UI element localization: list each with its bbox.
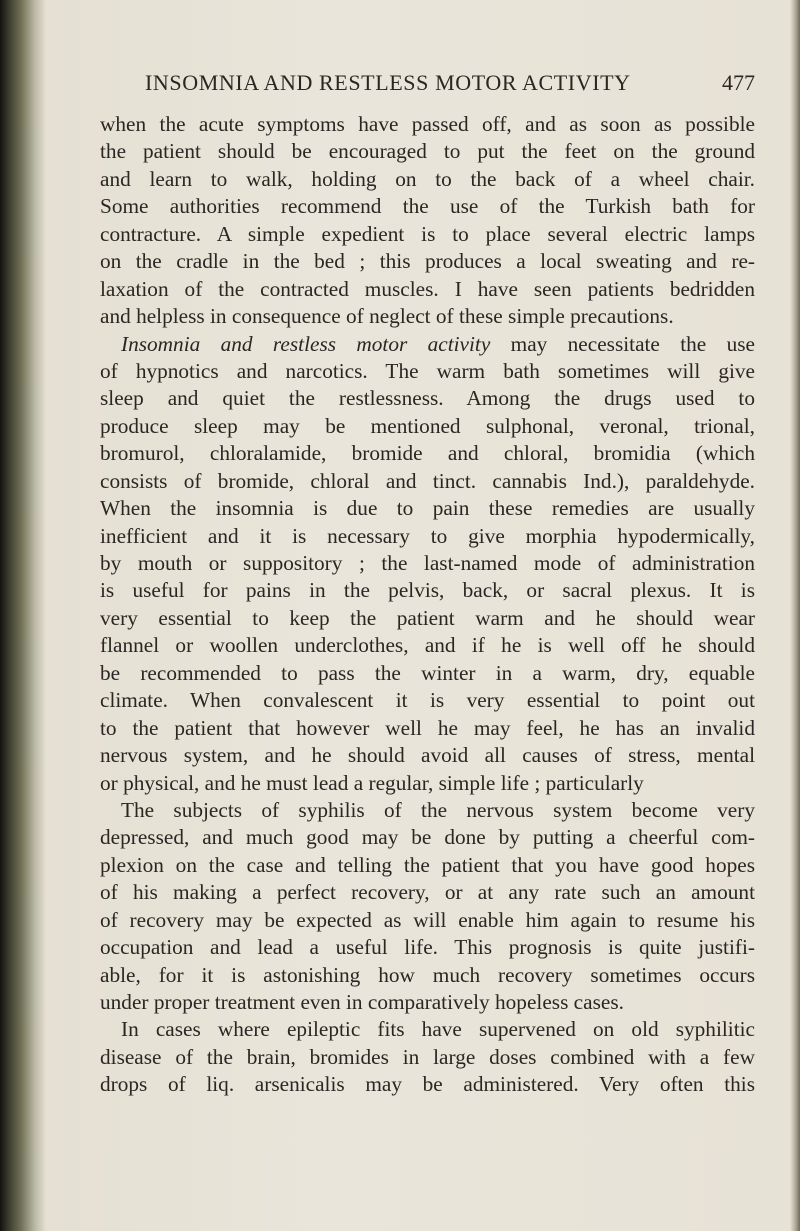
- text-line: very essential to keep the patient warm and he should wear: [100, 605, 755, 630]
- page-edge: [790, 0, 800, 1231]
- binding-shadow: [0, 0, 46, 1231]
- text-line: climate. When convalescent it is very essential to point out: [100, 688, 755, 713]
- text-line: and learn to walk, holding on to the back of a wheel chair.: [100, 166, 755, 191]
- text-line: In cases where epileptic fits have supervened on old syphilitic: [121, 1017, 755, 1042]
- text-line: by mouth or suppository ; the last-named mode of administration: [100, 551, 755, 575]
- text-line: When the insomnia is due to pain these remedies are usually: [100, 496, 755, 521]
- text-line: and helpless in consequence of neglect of these simple precautions.: [100, 304, 674, 329]
- text-line: disease of the brain, bromides in large doses combined with a few: [100, 1044, 755, 1069]
- text-line: occupation and lead a useful life. This prognosis is quite justifi-: [100, 935, 755, 960]
- paragraph-first-line: [100, 331, 755, 358]
- text-line: the patient should be encouraged to put the feet on the ground: [100, 139, 755, 164]
- text-line: when the acute symptoms have passed off, and as soon as possible: [100, 112, 755, 136]
- text-line: is useful for pains in the pelvis, back, or sacral plexus. It is: [100, 578, 755, 603]
- text-line: plexion on the case and telling the patient that you have good hopes: [100, 852, 755, 877]
- text-line: contracture. A simple expedient is to place several electric lamps: [100, 221, 755, 246]
- text-line: inefficient and it is necessary to give morphia hypodermically,: [100, 523, 755, 548]
- text-line: on the cradle in the bed ; this produces a local sweating and re-: [100, 249, 755, 274]
- text-line: of his making a perfect recovery, or at any rate such an amount: [100, 880, 755, 905]
- text-line: or physical, and he must lead a regular, simple life ; particularly: [100, 770, 644, 795]
- text-line: nervous system, and he should avoid all causes of stress, mental: [100, 743, 755, 768]
- text-line: consists of bromide, chloral and tinct. cannabis Ind.), paraldehyde.: [100, 468, 755, 493]
- text-line: of hypnotics and narcotics. The warm bath sometimes will give: [100, 358, 755, 383]
- text-line: bromurol, chloralamide, bromide and chloral, bromidia (which: [100, 441, 755, 466]
- text-line: depressed, and much good may be done by putting a cheerful com-: [100, 825, 755, 850]
- text-line: produce sleep may be mentioned sulphonal, veronal, trional,: [100, 413, 755, 438]
- running-head-title: INSOMNIA AND RESTLESS MOTOR ACTIVITY: [145, 70, 631, 95]
- text-line: of recovery may be expected as will enable him again to resume his: [100, 907, 755, 932]
- page-number: 477: [722, 70, 755, 95]
- italic-run-in-heading: Insomnia and restless motor activity: [121, 331, 491, 356]
- text-line: sleep and quiet the restlessness. Among the drugs used to: [100, 386, 755, 411]
- running-head: [145, 70, 755, 104]
- text-run: may necessitate the use: [490, 331, 755, 356]
- body-text: [100, 111, 755, 1099]
- text-line: flannel or woollen underclothes, and if he is well off he should: [100, 633, 755, 658]
- text-line: be recommended to pass the winter in a warm, dry, equable: [100, 660, 755, 685]
- text-line: laxation of the contracted muscles. I have seen patients bedridden: [100, 276, 755, 301]
- text-line: under proper treatment even in comparatively hopeless cases.: [100, 990, 624, 1014]
- text-line: Some authorities recommend the use of the Turkish bath for: [100, 194, 755, 219]
- text-line: The subjects of syphilis of the nervous system become very: [121, 797, 755, 822]
- text-line: able, for it is astonishing how much recovery sometimes occurs: [100, 962, 755, 987]
- text-line: to the patient that however well he may feel, he has an invalid: [100, 715, 755, 740]
- text-line: drops of liq. arsenicalis may be administered. Very often this: [100, 1072, 755, 1097]
